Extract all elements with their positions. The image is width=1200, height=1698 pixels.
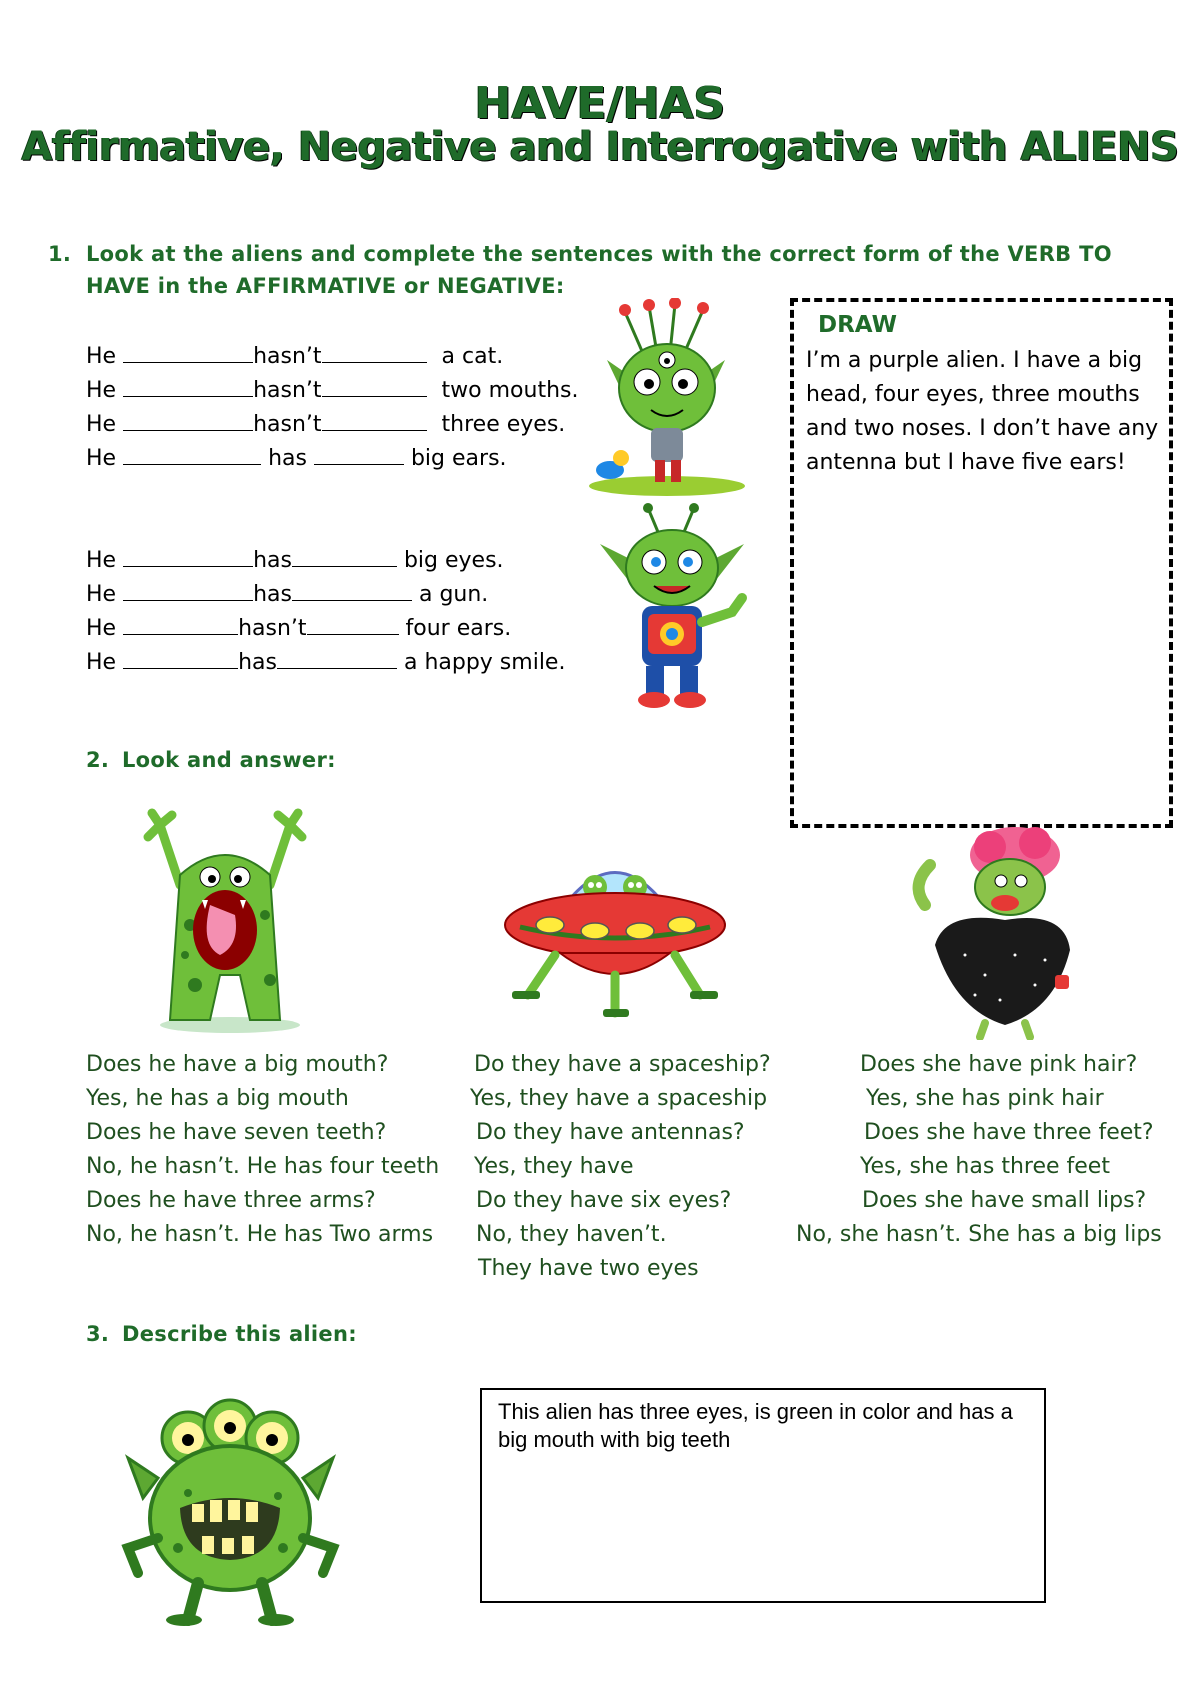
exercise1-number: 1. xyxy=(48,242,72,266)
sentence-subject: He xyxy=(86,650,117,675)
blank-line xyxy=(277,646,397,669)
qa-column-spaceship xyxy=(470,1048,771,1286)
sentence-subject: He xyxy=(86,582,117,607)
blank-line xyxy=(307,612,399,635)
qa-line: Yes, they have a spaceship xyxy=(470,1086,768,1111)
qa-line: Does he have a big mouth? xyxy=(86,1052,389,1077)
exercise1-group2 xyxy=(86,544,565,680)
sentence-answer: hasn’t xyxy=(253,378,322,403)
worksheet-title: HAVE/HAS xyxy=(474,78,726,129)
exercise1-group1 xyxy=(86,340,578,476)
sentence-line xyxy=(86,646,565,680)
sentence-subject: He xyxy=(86,446,117,471)
blank-line xyxy=(123,442,261,465)
sentence-answer: hasn’t xyxy=(253,412,322,437)
qa-line: No, they haven’t. xyxy=(476,1222,667,1247)
qa-line: They have two eyes xyxy=(478,1256,699,1281)
blank-line xyxy=(123,578,253,601)
pink-hair-alien-illustration xyxy=(905,825,1085,1040)
exercise1-instruction-line2: HAVE in the AFFIRMATIVE or NEGATIVE: xyxy=(86,274,565,298)
blank-line xyxy=(322,340,427,363)
blank-line xyxy=(322,374,427,397)
blank-line xyxy=(123,544,253,567)
sentence-answer: has xyxy=(268,446,307,471)
qa-line: Yes, she has three feet xyxy=(860,1154,1110,1179)
sentence-line xyxy=(86,578,565,612)
spaceship-illustration xyxy=(500,845,730,1035)
sentence-subject: He xyxy=(86,344,117,369)
qa-line: Yes, he has a big mouth xyxy=(86,1086,349,1111)
description-answer-box[interactable] xyxy=(480,1388,1046,1603)
exercise1-instruction-line1: Look at the aliens and complete the sentences with the correct form of the VERB TO xyxy=(86,242,1112,266)
qa-line: Do they have antennas? xyxy=(476,1120,745,1145)
sentence-answer: has xyxy=(253,582,292,607)
exercise2-instruction: Look and answer: xyxy=(122,748,336,772)
qa-line: Does she have pink hair? xyxy=(860,1052,1138,1077)
sentence-line xyxy=(86,544,565,578)
alien-antennae-illustration xyxy=(585,298,750,498)
exercise3-number: 3. xyxy=(86,1322,110,1346)
sentence-object: four ears. xyxy=(405,616,512,641)
qa-line: Yes, she has pink hair xyxy=(866,1086,1104,1111)
blank-line xyxy=(292,544,397,567)
exercise2-number: 2. xyxy=(86,748,110,772)
blank-line xyxy=(322,408,427,431)
sentence-object: a happy smile. xyxy=(403,650,566,675)
sentence-line xyxy=(86,442,578,476)
qa-line: No, he hasn’t. He has four teeth xyxy=(86,1154,440,1179)
worksheet-subtitle: Affirmative, Negative and Interrogative with ALIENS xyxy=(21,124,1179,170)
sentence-subject: He xyxy=(86,378,117,403)
blank-line xyxy=(314,442,404,465)
blank-line xyxy=(123,374,253,397)
monster-big-mouth-illustration xyxy=(140,805,310,1035)
sentence-object: three eyes. xyxy=(441,412,566,437)
blank-line xyxy=(123,646,238,669)
qa-column-monster xyxy=(86,1048,439,1252)
qa-line: No, she hasn’t. She has a big lips xyxy=(796,1222,1162,1247)
sentence-object: a gun. xyxy=(418,582,489,607)
sentence-answer: hasn’t xyxy=(238,616,307,641)
sentence-answer: has xyxy=(253,548,292,573)
blank-line xyxy=(292,578,412,601)
qa-column-lady-alien xyxy=(796,1048,1162,1252)
qa-line: Do they have a spaceship? xyxy=(474,1052,771,1077)
blank-line xyxy=(123,408,253,431)
blank-line xyxy=(123,340,253,363)
alien-superhero-illustration xyxy=(592,502,752,712)
sentence-line xyxy=(86,374,578,408)
sentence-subject: He xyxy=(86,412,117,437)
sentence-answer: has xyxy=(238,650,277,675)
qa-line: Does he have seven teeth? xyxy=(86,1120,387,1145)
exercise3-instruction: Describe this alien: xyxy=(122,1322,357,1346)
sentence-subject: He xyxy=(86,616,117,641)
qa-line: No, he hasn’t. He has Two arms xyxy=(86,1222,434,1247)
sentence-object: big eyes. xyxy=(403,548,504,573)
draw-label: DRAW xyxy=(818,312,897,338)
sentence-line xyxy=(86,340,578,374)
qa-line: Does she have small lips? xyxy=(862,1188,1147,1213)
draw-description: I’m a purple alien. I have a big head, four eyes, three mouths and two noses. I don’t have any antenna but I have five ears! xyxy=(806,348,1159,475)
qa-line: Does she have three feet? xyxy=(864,1120,1154,1145)
sentence-object: a cat. xyxy=(441,344,504,369)
sentence-object: two mouths. xyxy=(441,378,579,403)
qa-line: Yes, they have xyxy=(474,1154,634,1179)
blank-line xyxy=(123,612,238,635)
qa-line: Does he have three arms? xyxy=(86,1188,376,1213)
sentence-subject: He xyxy=(86,548,117,573)
description-answer-text: This alien has three eyes, is green in color and has a big mouth with big teeth xyxy=(498,1399,1013,1452)
sentence-object: big ears. xyxy=(410,446,507,471)
sentence-answer: hasn’t xyxy=(253,344,322,369)
sentence-line xyxy=(86,612,565,646)
three-eyed-alien-illustration xyxy=(118,1398,343,1628)
qa-line: Do they have six eyes? xyxy=(476,1188,732,1213)
sentence-line xyxy=(86,408,578,442)
